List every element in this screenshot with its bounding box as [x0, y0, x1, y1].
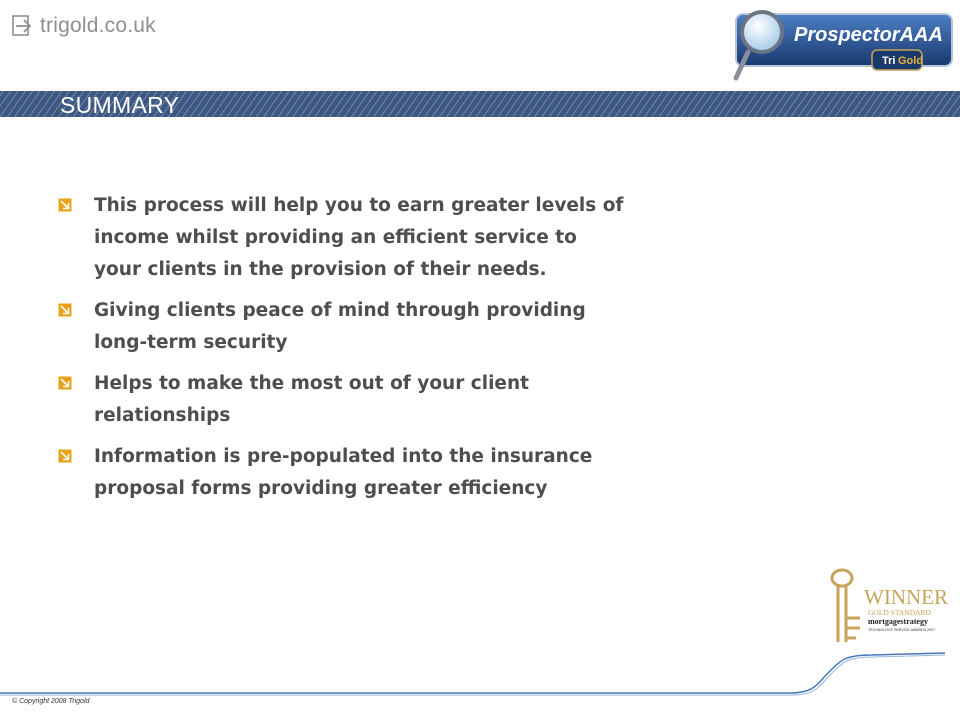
key-icon: [832, 570, 860, 642]
bullet-arrow-icon: [58, 198, 72, 212]
award-sponsor: mortgagestrategy: [868, 617, 928, 626]
magnifier-icon: [742, 12, 782, 52]
list-item: [58, 295, 628, 359]
award-caption: TECHNOLOGY SERVICE AWARDS 2007: [868, 628, 936, 632]
bullet-text: Helps to make the most out of your client relationships: [94, 373, 529, 426]
award-subheading: GOLD STANDARD: [868, 608, 931, 617]
prospector-logo: [732, 8, 956, 86]
page-title: SUMMARY: [60, 92, 180, 118]
award-badge: [828, 566, 948, 646]
bullet-text: Information is pre-populated into the insurance proposal forms providing greater efficiency: [94, 446, 593, 499]
logo-badge-tri: Tri: [882, 55, 896, 67]
bullet-arrow-icon: [58, 376, 72, 390]
list-item: [58, 368, 628, 432]
bullet-arrow-icon: [58, 449, 72, 463]
site-url: trigold.co.uk: [40, 14, 156, 37]
footer-swoosh: [0, 640, 960, 700]
list-item: [58, 441, 628, 505]
logo-badge-gold: Gold: [898, 55, 924, 67]
summary-list: [58, 190, 628, 514]
copyright-text: © Copyright 2008 Trigold: [12, 698, 90, 705]
award-heading: WINNER: [864, 585, 948, 609]
arrow-right-icon: [12, 15, 32, 37]
list-item: [58, 190, 628, 286]
title-banner: [0, 91, 960, 117]
logo-name: ProspectorAAA: [794, 24, 943, 46]
bullet-text: Giving clients peace of mind through providing long-term security: [94, 300, 586, 353]
site-link[interactable]: [12, 14, 156, 38]
bullet-arrow-icon: [58, 303, 72, 317]
bullet-text: This process will help you to earn greater levels of income whilst providing an efficient service to your clients in the provision of their needs.: [94, 195, 624, 280]
